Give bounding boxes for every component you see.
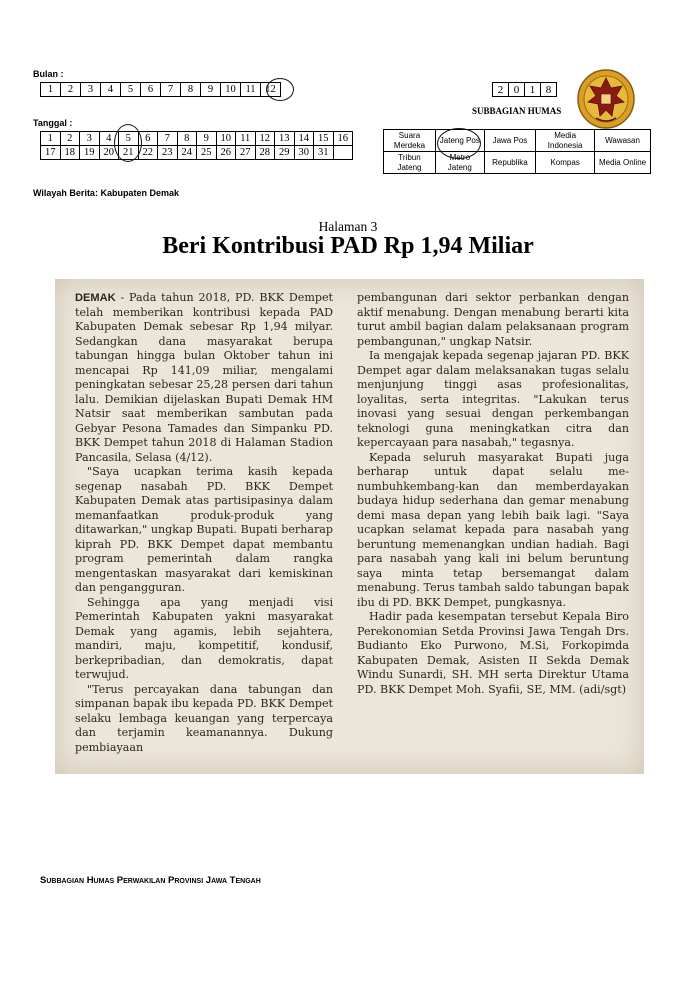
selected-media-circle: [437, 128, 481, 159]
garuda-logo-icon: [576, 68, 636, 130]
department-label: SUBBAGIAN HUMAS: [472, 106, 562, 116]
month-cell: 1: [41, 83, 61, 97]
article-paragraph: pembangunan dari sektor perbankan dengan aktif menabung. Dengan menabung berarti kita turut ambil bagian dalam pelaksanaan program pembangunan," ungkap Natsir.: [357, 291, 629, 348]
year-digit-cell: 0: [509, 83, 525, 97]
month-cell: 4: [101, 83, 121, 97]
media-table: [383, 129, 651, 174]
month-cell: 7: [161, 83, 181, 97]
date-cell: 17: [41, 146, 61, 160]
article-paragraph: "Terus percayakan dana tabungan dan simpanan bapak ibu kepada PD. BKK Dempet selaku lembaga keuangan yang terpercaya dan terjamin keamanannya. Dukung pembiayaan: [75, 682, 333, 754]
date-cell: 9: [197, 132, 217, 146]
article-paragraph: "Saya ucapkan terima kasih kepada segenap nasabah PD. BKK Dempet Kabupaten Demak atas partisipasinya dalam memanfaatkan produk-produk yang ditawarkan," ungkap Bupati. Bupati berharap kiprah PD. BKK Dempet dapat membantu program pemerintah dalam rangka mengentaskan masyarakat dari kemiskinan dan pengangguran.: [75, 465, 333, 594]
page-number: Halaman 3: [318, 219, 378, 234]
media-cell: Republika: [484, 152, 536, 174]
article-column-2: [357, 291, 629, 697]
month-cell: 3: [81, 83, 101, 97]
article-paragraph: Sehingga apa yang menjadi visi Pemerintah Kabupaten yakni masyarakat Demak yang agamis, lebih sejahtera, mandiri, maju, kompetitif, kondusif, berkepribadian, dan demokratis, dapat terwujud.: [75, 595, 333, 681]
article-dateline: DEMAK: [75, 292, 116, 304]
month-cell: 11: [241, 83, 261, 97]
article-title: Beri Kontribusi PAD Rp 1,94 Miliar: [162, 233, 534, 259]
date-cell: 31: [314, 146, 334, 160]
date-cell: 3: [80, 132, 100, 146]
media-cell: Jateng Pos: [435, 130, 484, 152]
date-cell: 19: [80, 146, 100, 160]
article-paragraph: Ia mengajak kepada segenap jajaran PD. BKK Dempet agar dalam melaksanakan tugas selalu menjunjung tinggi asas profesionalitas, loyalitas, serta integritas. "Lakukan terus inovasi yang sesuai dengan perkembangan teknologi guna meningkatkan citra dan kepercayaan para nasabah," tegasnya.: [357, 349, 629, 449]
date-cell: 1: [41, 132, 61, 146]
date-cell: 30: [294, 146, 314, 160]
date-cell: 11: [236, 132, 256, 146]
month-cell: 9: [201, 83, 221, 97]
month-cell: 10: [221, 83, 241, 97]
month-cell: 6: [141, 83, 161, 97]
date-cell: 5: [119, 132, 139, 146]
date-cell: 2: [60, 132, 80, 146]
date-cell: 13: [275, 132, 295, 146]
year-grid: [492, 82, 557, 97]
date-cell: 14: [294, 132, 314, 146]
date-cell: 4: [99, 132, 119, 146]
date-cell: [333, 146, 353, 160]
date-cell: 27: [236, 146, 256, 160]
year-digit-cell: 2: [493, 83, 509, 97]
selected-month-circle: [266, 78, 294, 101]
article-paragraph: Hadir pada kesempatan tersebut Kepala Biro Perekonomian Setda Provinsi Jawa Tengah Drs. Budianto Eko Purwono, M.Si, Forkopimda Kabupaten Demak, Asisten II Sekda Demak Windu Sunardi, SH. MH serta Direktur Utama PD. BKK Dempet Moh. Syafii, SE, MM. (adi/sgt): [357, 610, 629, 696]
date-cell: 16: [333, 132, 353, 146]
year-digit-cell: 8: [541, 83, 557, 97]
date-grid: [40, 131, 353, 160]
date-cell: 12: [255, 132, 275, 146]
media-cell: Tribun Jateng: [384, 152, 436, 174]
month-cell: 8: [181, 83, 201, 97]
wilayah-label: Wilayah Berita: Kabupaten Demak: [33, 188, 179, 198]
date-cell: 29: [275, 146, 295, 160]
media-cell: Kompas: [536, 152, 595, 174]
selected-date-circle: [114, 124, 142, 162]
newspaper-clipping: [55, 279, 644, 774]
month-cell: 12: [261, 83, 281, 97]
tanggal-label: Tanggal :: [33, 118, 73, 128]
media-cell: Media Online: [595, 152, 651, 174]
article-paragraph: Kepada seluruh masyarakat Bupati juga berharap untuk dapat selalu me-numbuhkembang-kan dan memberdayakan budaya hidup sederhana dan gemar menabung demi masa depan yang lebih baik lagi. "Saya ucapkan selamat kepada para nasabah yang beruntung memenangkan undian hadiah. Bagi para nasabah yang kali ini belum beruntung saya minta tetap bersemangat dalam menabung. Terus tambah saldo tabungan bapak ibu di PD. BKK Dempet, pungkasnya.: [357, 450, 629, 609]
bulan-label: Bulan :: [33, 69, 64, 79]
month-cell: 2: [61, 83, 81, 97]
date-cell: 8: [177, 132, 197, 146]
date-cell: 7: [158, 132, 178, 146]
year-digit-cell: 1: [525, 83, 541, 97]
date-cell: 20: [99, 146, 119, 160]
date-cell: 25: [197, 146, 217, 160]
footer-text: Subbagian Humas Perwakilan Provinsi Jawa Tengah: [40, 875, 261, 886]
date-cell: 18: [60, 146, 80, 160]
article-paragraph: - Pada tahun 2018, PD. BKK Dempet telah memberikan kontribusi kepada PAD Kabupaten Demak sebesar Rp 1,94 milyar. Sedangkan dana masyarakat berupa tabungan hingga bulan Oktober tahun ini mencapai Rp 141,09 miliar, mengalami peningkatan sebesar 25,28 persen dari tahun lalu. Demikian dijelaskan Bupati Demak HM Natsir saat memberikan sambutan pada Gebyar Pesona Tamades dan Simpanku PD. BKK Dempet tahun 2018 di Halaman Stadion Pancasila, Selasa (4/12).: [75, 291, 333, 464]
date-cell: 10: [216, 132, 236, 146]
date-cell: 28: [255, 146, 275, 160]
date-cell: 22: [138, 146, 158, 160]
media-cell: Jawa Pos: [484, 130, 536, 152]
month-grid: [40, 82, 281, 97]
media-cell: Wawasan: [595, 130, 651, 152]
date-cell: 21: [119, 146, 139, 160]
article-column-1: [75, 291, 333, 755]
month-cell: 5: [121, 83, 141, 97]
date-cell: 23: [158, 146, 178, 160]
date-cell: 24: [177, 146, 197, 160]
media-cell: Metro Jateng: [435, 152, 484, 174]
media-cell: Suara Merdeka: [384, 130, 436, 152]
date-cell: 6: [138, 132, 158, 146]
media-cell: Media Indonesia: [536, 130, 595, 152]
date-cell: 15: [314, 132, 334, 146]
date-cell: 26: [216, 146, 236, 160]
